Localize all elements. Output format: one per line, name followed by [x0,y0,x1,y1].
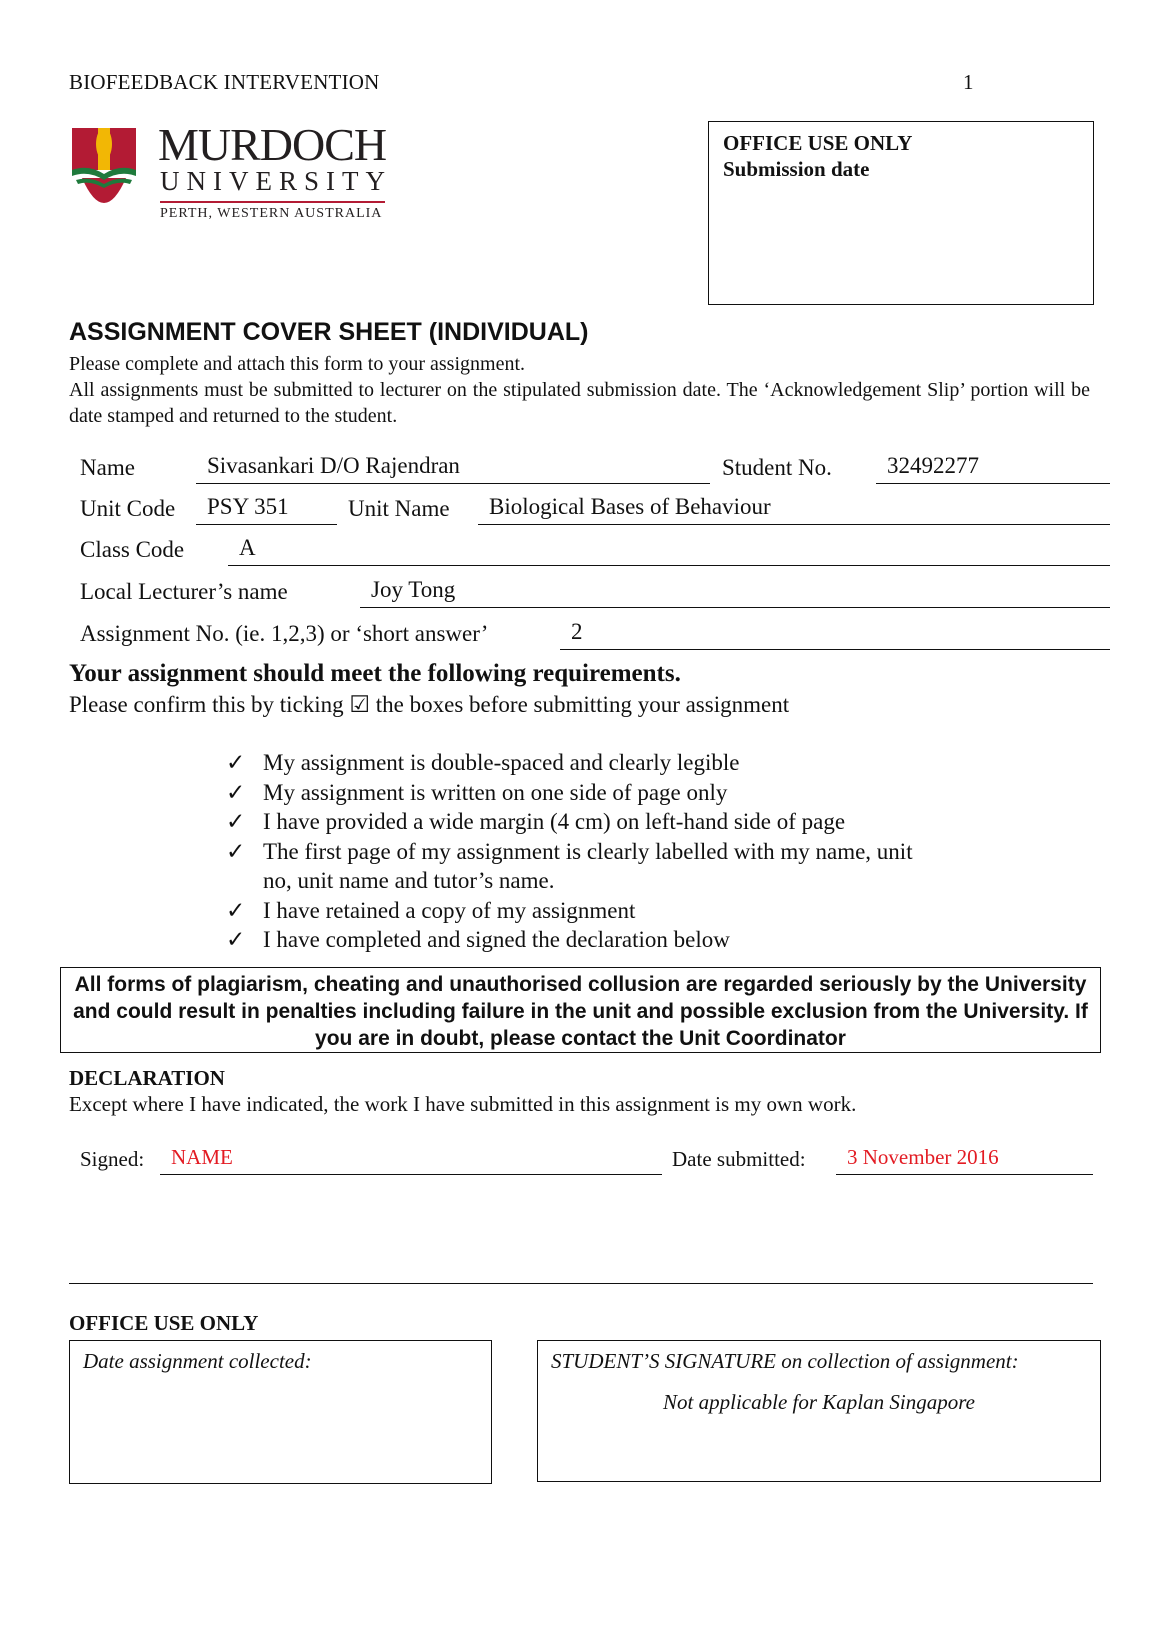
running-head: BIOFEEDBACK INTERVENTION [69,70,380,94]
checkmark-icon[interactable]: ✓ [226,779,246,805]
signature-field[interactable] [160,1142,662,1175]
intro-text [69,351,1090,429]
unit-code-field[interactable] [196,492,337,525]
logo-wordmark: MURDOCH [158,119,387,170]
assignment-no-value: 2 [571,619,583,644]
assignment-no-field[interactable] [560,617,1110,650]
unit-name-field[interactable] [478,492,1110,525]
list-item: ✓ My assignment is double-spaced and clearly legible [226,748,986,778]
name-field[interactable] [196,451,710,484]
class-code-field[interactable] [228,533,1110,566]
unit-name-label: Unit Name [348,496,450,521]
date-submitted-value: 3 November 2016 [847,1145,999,1169]
signed-label: Signed: [80,1147,145,1171]
student-no-field[interactable] [876,451,1110,484]
checkmark-icon[interactable]: ✓ [226,838,246,864]
office-use-title-bottom: OFFICE USE ONLY [69,1311,259,1335]
not-applicable-note: Not applicable for Kaplan Singapore [663,1390,975,1414]
university-logo [68,119,392,224]
checkmark-icon[interactable]: ✓ [226,927,246,952]
date-submitted-label: Date submitted: [672,1147,806,1171]
declaration-title: DECLARATION [69,1066,225,1090]
date-collected-label: Date assignment collected: [83,1349,312,1373]
logo-location: PERTH, WESTERN AUSTRALIA [160,206,383,221]
checkmark-icon[interactable]: ✓ [226,809,246,834]
sheet-title: ASSIGNMENT COVER SHEET (INDIVIDUAL) [69,318,589,346]
unit-code-value: PSY 351 [207,494,289,519]
checkmark-icon[interactable]: ✓ [226,750,246,775]
list-item: ✓ My assignment is written on one side of page only [226,778,986,808]
signature-value: NAME [171,1145,233,1169]
checkmark-icon[interactable]: ✓ [226,897,246,923]
unit-code-label: Unit Code [80,496,176,521]
page-number: 1 [963,70,974,94]
intro-line-2: All assignments must be submitted to lecturer on the stipulated submission date. The ‘Acknowledgement Slip’ portion will be date stamped and returned to the student. [69,379,1090,427]
student-no-label: Student No. [722,455,832,480]
lecturer-value: Joy Tong [371,577,456,602]
requirements-subtitle: Please confirm this by ticking ☑ the boxes before submitting your assignment [69,692,790,717]
list-item: ✓ I have retained a copy of my assignment [226,896,986,926]
requirements-checklist [226,748,986,955]
list-item: ✓ I have completed and signed the declaration below [226,925,986,955]
assignment-no-label: Assignment No. (ie. 1,2,3) or ‘short answer’ [80,621,489,646]
class-code-value: A [239,535,256,560]
plagiarism-warning: All forms of plagiarism, cheating and unauthorised collusion are regarded seriously by the University and could result in penalties including failure in the unit and possible exclusion from the University. If you are in doubt, please contact the Unit Coordinator [60,967,1101,1053]
unit-name-value: Biological Bases of Behaviour [489,494,771,519]
murdoch-crest-icon [68,124,140,222]
declaration-text: Except where I have indicated, the work I have submitted in this assignment is my own work. [69,1092,857,1116]
student-signature-label: STUDENT’S SIGNATURE on collection of assignment: [551,1349,1019,1373]
date-submitted-field[interactable] [836,1142,1093,1175]
list-item: ✓ The first page of my assignment is clearly labelled with my name, unit no, unit name and tutor’s name. [226,838,913,893]
requirements-title: Your assignment should meet the following requirements. [69,660,681,687]
office-use-title: OFFICE USE ONLY [723,131,913,155]
lecturer-field[interactable] [360,575,1110,608]
class-code-label: Class Code [80,537,185,562]
logo-rule [160,201,385,203]
divider [69,1283,1093,1284]
submission-date-label: Submission date [723,157,870,181]
student-no-value: 32492277 [887,453,979,478]
list-item: ✓ I have provided a wide margin (4 cm) on left-hand side of page [226,807,986,837]
name-value: Sivasankari D/O Rajendran [207,453,460,478]
office-use-box [708,121,1094,305]
lecturer-label: Local Lecturer’s name [80,579,288,604]
logo-subtitle: UNIVERSITY [160,166,392,196]
name-label: Name [80,455,135,480]
date-collected-box [69,1340,492,1484]
intro-line-1: Please complete and attach this form to your assignment. [69,353,525,375]
student-signature-box [537,1340,1101,1482]
